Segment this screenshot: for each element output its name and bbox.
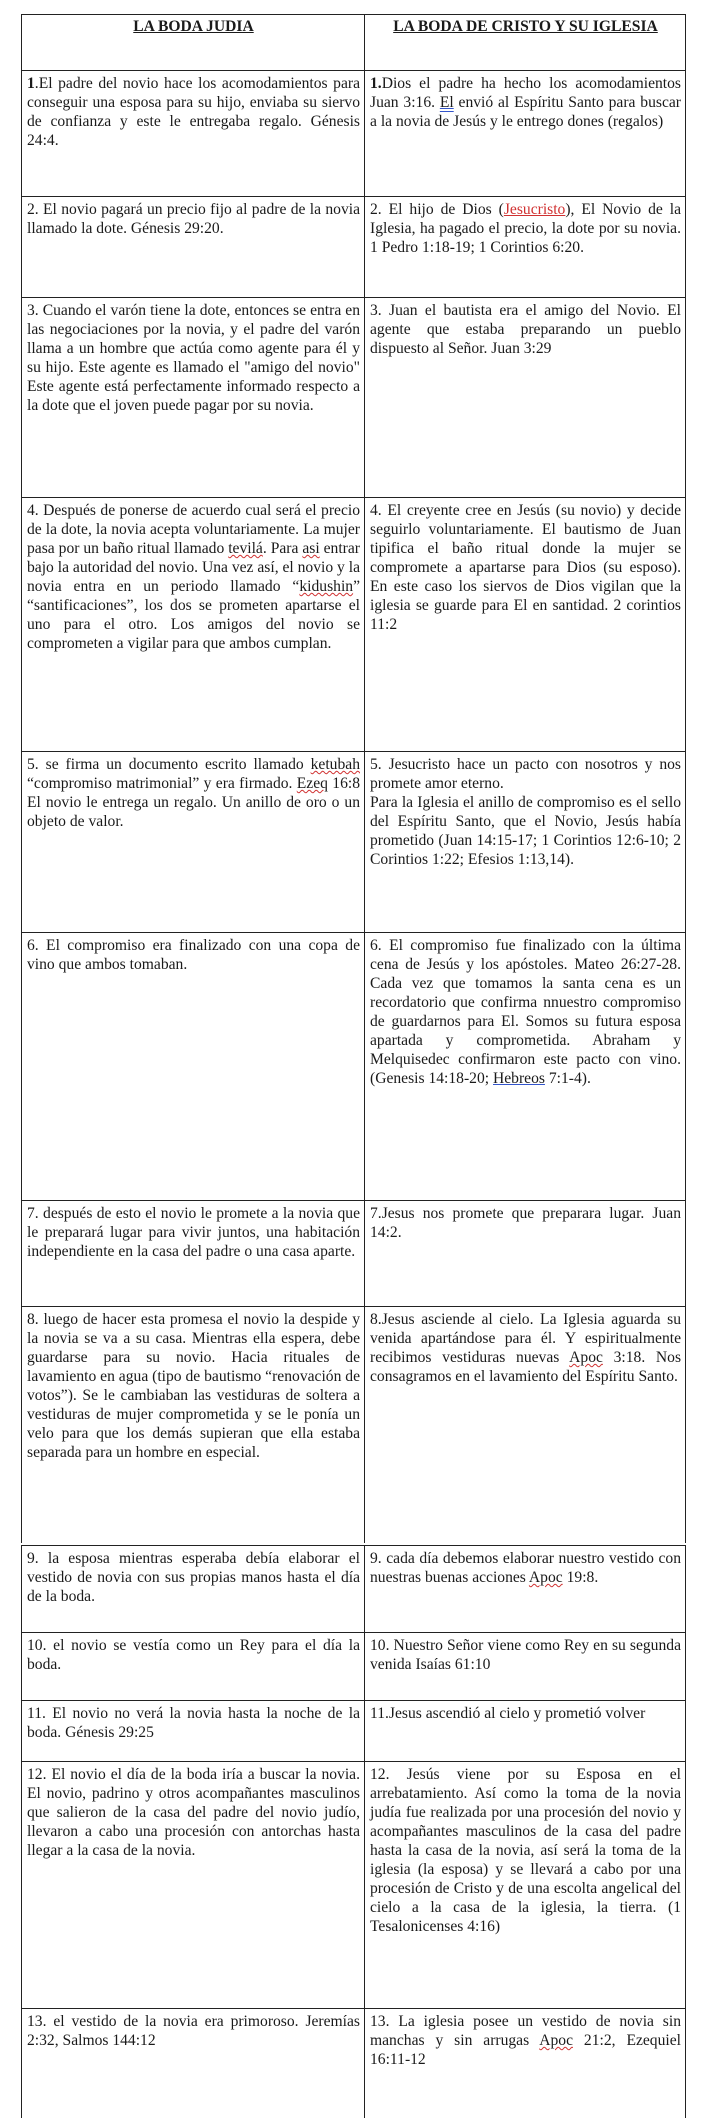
spell-error-mark[interactable]: ketubah xyxy=(310,756,360,773)
table-row xyxy=(21,297,686,497)
table-row xyxy=(21,1306,686,1543)
jewish-step-6: 6. El compromiso era finalizado con una copa de vino que ambos tomaban. xyxy=(22,933,365,1200)
christ-step-9: 9. cada día debemos elaborar nuestro vestido con nuestras buenas acciones Apoc 19:8. xyxy=(370,1550,681,1586)
grammar-mark[interactable]: El xyxy=(439,94,454,111)
christ-step-13: 13. La iglesia posee un vestido de novia sin manchas y sin arrugas Apoc 21:2, Ezequiel 16:11-12 xyxy=(370,2013,681,2068)
christ-step-12: 12. Jesús viene por su Esposa en el arrebatamiento. Así como la toma de la novia judía fue realizada por una procesión del novio y acompañantes masculinos de la casa del padre hasta la casa de la novia, así será la toma de la iglesia (la esposa) y se llevará a cabo por una procesión de Cristo y de una escolta angelical del cielo a la casa de la iglesia, la tierra. (1 Tesalonicenses 4:16) xyxy=(370,1766,681,1935)
jewish-step-10: 10. el novio se vestía como un Rey para el día la boda. xyxy=(22,1633,365,1700)
grammar-mark[interactable]: Hebreos xyxy=(493,1070,545,1087)
christ-step-5: 5. Jesucristo hace un pacto con nosotros y nos promete amor eterno. Para la Iglesia el anillo de compromiso es el sello del Espíritu Santo, que el Novio, Jesús había prometido (Juan 14:15-17; 1 Corintios 12:6-10; 2 Corintios 1:22; Efesios 1:13,14). xyxy=(370,756,681,868)
table-row xyxy=(21,1200,686,1306)
christ-step-4: 4. El creyente cree en Jesús (su novio) y decide seguirlo voluntariamente. El bautismo de Juan tipifica el baño ritual donde la mujer se compromete a apartarse para Dios (su esposo). En este caso los siervos de Dios vigilan que la iglesia se guarde para El en santidad. 2 corintios 11:2 xyxy=(370,502,681,633)
table-row xyxy=(21,2008,686,2118)
jewish-step-3: 3. Cuando el varón tiene la dote, entonces se entra en las negociaciones por la novia, y el padre del varón llama a un hombre que actúa como agente para él y su hijo. Este agente es llamado el "amigo del novio" Este agente está perfectamente informado respecto a la dote que el joven puede pagar por su novia. xyxy=(22,298,365,497)
spell-error-mark[interactable]: kidushin xyxy=(299,578,354,595)
table-row xyxy=(21,70,686,196)
spell-error-mark[interactable]: asi xyxy=(302,540,320,557)
jesucristo-link[interactable]: Jesucristo xyxy=(503,201,566,218)
table-row xyxy=(21,196,686,297)
table-row xyxy=(21,1761,686,2008)
table-row xyxy=(21,932,686,1200)
table-header-row xyxy=(21,14,686,70)
jewish-step-13: 13. el vestido de la novia era primoroso. Jeremías 2:32, Salmos 144:12 xyxy=(22,2009,365,2118)
header-jewish-wedding: LA BODA JUDIA xyxy=(22,15,365,70)
jewish-step-8: 8. luego de hacer esta promesa el novio la despide y la novia se va a su casa. Mientras ella espera, debe guardarse para su novio. Hacia rituales de lavamiento en agua (tipo de bautismo “renovación de votos”). Se le cambiaban las vestiduras de soltera a vestiduras de mujer comprometida y se le ponía un velo para que los demás supieran que ella estaba separada para un hombre en especial. xyxy=(22,1307,365,1543)
christ-step-10: 10. Nuestro Señor viene como Rey en su segunda venida Isaías 61:10 xyxy=(370,1637,681,1673)
jewish-step-12: 12. El novio el día de la boda iría a buscar la novia. El novio, padrino y otros acompañantes masculinos que salieron de la casa del padre del novio judío, llevaron a cabo una procesión con antorchas hasta llegar a la casa de la novia. xyxy=(22,1762,365,2008)
jewish-step-2: 2. El novio pagará un precio fijo al padre de la novia llamado la dote. Génesis 29:20. xyxy=(22,197,365,297)
table-row xyxy=(21,497,686,751)
table-row xyxy=(21,1632,686,1700)
christ-step-7: 7.Jesus nos promete que preparara lugar. Juan 14:2. xyxy=(370,1205,681,1241)
jewish-step-7: 7. después de esto el novio le promete a la novia que le preparará lugar para vivir juntos, una habitación independiente en la casa del padre o una casa aparte. xyxy=(22,1201,365,1306)
table-row xyxy=(21,1545,686,1632)
table-row xyxy=(21,1700,686,1761)
spell-error-mark[interactable]: Apoc xyxy=(528,1569,563,1586)
christ-step-1: 1.Dios el padre ha hecho los acomodamientos Juan 3:16. El envió al Espíritu Santo para buscar a la novia de Jesús y le entrego dones (regalos) xyxy=(370,75,681,130)
christ-step-6: 6. El compromiso fue finalizado con la última cena de Jesús y los apóstoles. Mateo 26:27-28. Cada vez que tomamos la santa cena es un recordatorio que confirma nnuestro compromiso de guardarnos para El. Somos su futura esposa apartada y comprometida. Abraham y Melquisedec confirmaron este pacto con vino. (Genesis 14:18-20; Hebreos 7:1-4). xyxy=(370,937,681,1087)
christ-step-8: 8.Jesus asciende al cielo. La Iglesia aguarda su venida apartándose para él. Y espiritualmente recibimos vestiduras nuevas Apoc 3:18. Nos consagramos en el lavamiento del Espíritu Santo. xyxy=(370,1311,682,1385)
table-row xyxy=(21,751,686,932)
spell-error-mark[interactable]: Apoc xyxy=(539,2032,573,2049)
jewish-step-4: 4. Después de ponerse de acuerdo cual será el precio de la dote, la novia acepta voluntariamente. La mujer pasa por un baño ritual llamado tevilá. Para asi entrar bajo la autoridad del novio. Una vez así, el novio y la novia entra en un periodo llamado “kidushin” “santificaciones”, los dos se prometen apartarse el uno para el otro. Los amigos del novio se comprometen a vigilar para que ambos cumplan. xyxy=(22,498,365,751)
christ-step-11: 11.Jesus ascendió al cielo y prometió volver xyxy=(370,1705,646,1722)
christ-step-2: 2. El hijo de Dios (Jesucristo), El Novio de la Iglesia, ha pagado el precio, la dote por su novia. 1 Pedro 1:18-19; 1 Corintios 6:20. xyxy=(370,201,681,256)
spell-error-mark[interactable]: Ezeq xyxy=(296,775,328,792)
header-christ-wedding: LA BODA DE CRISTO Y SU IGLESIA xyxy=(393,18,658,35)
spell-error-mark[interactable]: tevilá xyxy=(228,540,263,557)
jewish-step-11: 11. El novio no verá la novia hasta la noche de la boda. Génesis 29:25 xyxy=(22,1701,365,1761)
jewish-step-5: 5. se firma un documento escrito llamado ketubah “compromiso matrimonial” y era firmado. Ezeq 16:8 El novio le entrega un regalo. Un anillo de oro o un objeto de valor. xyxy=(22,752,365,932)
jewish-step-1: 1.El padre del novio hace los acomodamientos para conseguir una esposa para su hijo, enviaba su siervo de confianza y este le entregaba regalo. Génesis 24:4. xyxy=(22,71,365,196)
jewish-step-9: 9. la esposa mientras esperaba debía elaborar el vestido de novia con sus propias manos hasta el día de la boda. xyxy=(22,1546,365,1632)
christ-step-3: 3. Juan el bautista era el amigo del Novio. El agente que estaba preparando un pueblo dispuesto al Señor. Juan 3:29 xyxy=(370,302,681,357)
spell-error-mark[interactable]: Apoc xyxy=(569,1349,603,1366)
